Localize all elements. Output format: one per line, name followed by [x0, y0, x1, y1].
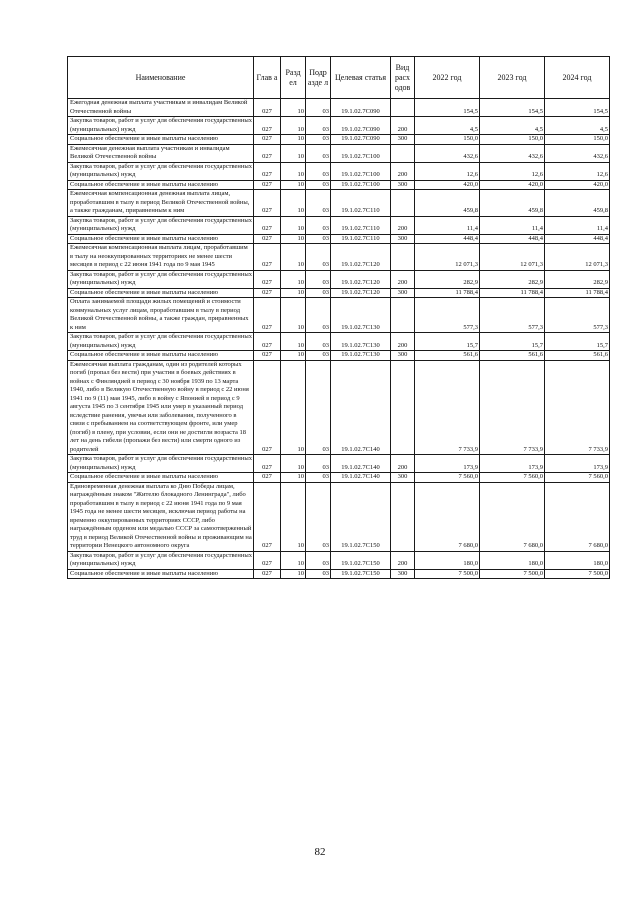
amount-2024-cell: 282,9 — [545, 270, 610, 288]
target-article-cell: 19.1.02.7С120 — [331, 244, 391, 271]
target-article-cell: 19.1.02.7С140 — [331, 473, 391, 483]
chapter-cell: 027 — [254, 455, 281, 473]
expense-type-cell: 300 — [391, 180, 415, 190]
table-row — [68, 288, 610, 298]
amount-2024-cell: 561,6 — [545, 351, 610, 361]
expense-type-cell: 200 — [391, 333, 415, 351]
row-name-cell: Ежемесячная выплата гражданам, один из родителей которых погиб (пропал без вести) при участии в боевых действиях в войнах с Финляндией в период с 30 ноября 1939 по 13 марта 1940, либо в Великую Отечественную войну в период с 22 июня 1941 по 9 (11) мая 1945, либо в войну с Японией в период с 9 августа 1945 по 3 сентября 1945 или умер в указанный период вследствие ранения, увечья или заболевания, полученного в связи с пребыванием на соответствующем фронте, или умер (погиб) в плену, при условии, если они не достигли возраста 18 лет на день гибели (пропажи без вести) или смерти одного из родителей — [68, 360, 254, 455]
chapter-cell: 027 — [254, 270, 281, 288]
target-article-cell: 19.1.02.7С150 — [331, 551, 391, 569]
row-name-cell: Социальное обеспечение и иные выплаты населению — [68, 234, 254, 244]
amount-2023-cell: 12 071,3 — [480, 244, 545, 271]
chapter-cell: 027 — [254, 351, 281, 361]
col-header-name: Наименование — [68, 57, 254, 99]
subsection-cell: 03 — [306, 333, 331, 351]
section-cell: 10 — [281, 244, 306, 271]
amount-2024-cell: 15,7 — [545, 333, 610, 351]
chapter-cell: 027 — [254, 135, 281, 145]
amount-2023-cell: 7 560,0 — [480, 473, 545, 483]
amount-2022-cell: 420,0 — [415, 180, 480, 190]
chapter-cell: 027 — [254, 117, 281, 135]
amount-2024-cell: 7 560,0 — [545, 473, 610, 483]
amount-2024-cell: 173,9 — [545, 455, 610, 473]
target-article-cell: 19.1.02.7С120 — [331, 270, 391, 288]
target-article-cell: 19.1.02.7С120 — [331, 288, 391, 298]
target-article-cell: 19.1.02.7С090 — [331, 135, 391, 145]
chapter-cell: 027 — [254, 551, 281, 569]
expense-type-cell: 200 — [391, 117, 415, 135]
row-name-cell: Социальное обеспечение и иные выплаты населению — [68, 180, 254, 190]
col-header-expense-type: Вид расх одов — [391, 57, 415, 99]
subsection-cell: 03 — [306, 162, 331, 180]
expense-type-cell: 200 — [391, 162, 415, 180]
subsection-cell: 03 — [306, 569, 331, 579]
target-article-cell: 19.1.02.7С130 — [331, 351, 391, 361]
subsection-cell: 03 — [306, 190, 331, 217]
expense-type-cell: 200 — [391, 270, 415, 288]
section-cell: 10 — [281, 482, 306, 551]
table-row — [68, 351, 610, 361]
table-row — [68, 482, 610, 551]
row-name-cell: Социальное обеспечение и иные выплаты населению — [68, 473, 254, 483]
section-cell: 10 — [281, 162, 306, 180]
row-name-cell: Закупка товаров, работ и услуг для обеспечения государственных (муниципальных) нужд — [68, 551, 254, 569]
table-body — [68, 99, 610, 579]
table-row — [68, 360, 610, 455]
table-row — [68, 455, 610, 473]
amount-2024-cell: 11,4 — [545, 216, 610, 234]
table-row — [68, 569, 610, 579]
amount-2024-cell: 7 680,0 — [545, 482, 610, 551]
table-row — [68, 333, 610, 351]
row-name-cell: Социальное обеспечение и иные выплаты населению — [68, 351, 254, 361]
col-header-2023: 2023 год — [480, 57, 545, 99]
amount-2023-cell: 7 733,9 — [480, 360, 545, 455]
budget-table — [67, 56, 610, 579]
subsection-cell: 03 — [306, 551, 331, 569]
amount-2022-cell: 180,0 — [415, 551, 480, 569]
row-name-cell: Социальное обеспечение и иные выплаты населению — [68, 288, 254, 298]
chapter-cell: 027 — [254, 180, 281, 190]
section-cell: 10 — [281, 270, 306, 288]
row-name-cell: Закупка товаров, работ и услуг для обеспечения государственных (муниципальных) нужд — [68, 455, 254, 473]
section-cell: 10 — [281, 333, 306, 351]
subsection-cell: 03 — [306, 298, 331, 333]
chapter-cell: 027 — [254, 190, 281, 217]
expense-type-cell: 300 — [391, 288, 415, 298]
section-cell: 10 — [281, 569, 306, 579]
expense-type-cell — [391, 360, 415, 455]
amount-2022-cell: 282,9 — [415, 270, 480, 288]
page-number: 82 — [314, 846, 326, 858]
chapter-cell: 027 — [254, 244, 281, 271]
amount-2022-cell: 12,6 — [415, 162, 480, 180]
chapter-cell: 027 — [254, 288, 281, 298]
section-cell: 10 — [281, 216, 306, 234]
amount-2022-cell: 4,5 — [415, 117, 480, 135]
target-article-cell: 19.1.02.7С100 — [331, 180, 391, 190]
table-row — [68, 234, 610, 244]
amount-2023-cell: 420,0 — [480, 180, 545, 190]
row-name-cell: Единовременная денежная выплата ко Дню Победы лицам, награждённым знаком "Жителю блокадного Ленинграда", либо проработавшим в тылу в период с 22 июня 1941 года по 9 мая 1945 года не менее шести месяцев, исключая период работы на временно оккупированных территориях СССР, либо награждённым орденом или медалью СССР за самоотверженный труд в период Великой Отечественной войны и проживающим на территории Ненецкого автономного округа — [68, 482, 254, 551]
amount-2023-cell: 150,0 — [480, 135, 545, 145]
expense-type-cell — [391, 482, 415, 551]
subsection-cell: 03 — [306, 244, 331, 271]
amount-2022-cell: 154,5 — [415, 99, 480, 117]
table-row — [68, 473, 610, 483]
amount-2023-cell: 7 500,0 — [480, 569, 545, 579]
col-header-target-article: Целевая статья — [331, 57, 391, 99]
chapter-cell: 027 — [254, 473, 281, 483]
amount-2022-cell: 459,8 — [415, 190, 480, 217]
target-article-cell: 19.1.02.7С150 — [331, 482, 391, 551]
table-row — [68, 99, 610, 117]
table-row — [68, 244, 610, 271]
chapter-cell: 027 — [254, 360, 281, 455]
section-cell: 10 — [281, 234, 306, 244]
amount-2024-cell: 154,5 — [545, 99, 610, 117]
target-article-cell: 19.1.02.7С110 — [331, 190, 391, 217]
table-row — [68, 190, 610, 217]
amount-2022-cell: 173,9 — [415, 455, 480, 473]
expense-type-cell — [391, 190, 415, 217]
amount-2024-cell: 432,6 — [545, 144, 610, 162]
amount-2022-cell: 11,4 — [415, 216, 480, 234]
amount-2024-cell: 150,0 — [545, 135, 610, 145]
amount-2022-cell: 577,3 — [415, 298, 480, 333]
section-cell: 10 — [281, 117, 306, 135]
expense-type-cell: 300 — [391, 473, 415, 483]
expense-type-cell — [391, 99, 415, 117]
amount-2024-cell: 420,0 — [545, 180, 610, 190]
amount-2023-cell: 432,6 — [480, 144, 545, 162]
amount-2024-cell: 459,8 — [545, 190, 610, 217]
col-header-2022: 2022 год — [415, 57, 480, 99]
subsection-cell: 03 — [306, 360, 331, 455]
expense-type-cell: 300 — [391, 351, 415, 361]
col-header-section: Разд ел — [281, 57, 306, 99]
section-cell: 10 — [281, 298, 306, 333]
amount-2022-cell: 150,0 — [415, 135, 480, 145]
amount-2023-cell: 7 680,0 — [480, 482, 545, 551]
chapter-cell: 027 — [254, 333, 281, 351]
amount-2022-cell: 11 788,4 — [415, 288, 480, 298]
subsection-cell: 03 — [306, 234, 331, 244]
chapter-cell: 027 — [254, 569, 281, 579]
amount-2024-cell: 11 788,4 — [545, 288, 610, 298]
target-article-cell: 19.1.02.7С090 — [331, 117, 391, 135]
chapter-cell: 027 — [254, 298, 281, 333]
amount-2023-cell: 15,7 — [480, 333, 545, 351]
amount-2022-cell: 432,6 — [415, 144, 480, 162]
row-name-cell: Ежемесячная денежная выплата участникам и инвалидам Великой Отечественной войны — [68, 144, 254, 162]
section-cell: 10 — [281, 135, 306, 145]
chapter-cell: 027 — [254, 144, 281, 162]
table-row — [68, 216, 610, 234]
section-cell: 10 — [281, 473, 306, 483]
amount-2023-cell: 11,4 — [480, 216, 545, 234]
amount-2024-cell: 7 733,9 — [545, 360, 610, 455]
row-name-cell: Закупка товаров, работ и услуг для обеспечения государственных (муниципальных) нужд — [68, 270, 254, 288]
table-row — [68, 135, 610, 145]
table-row — [68, 551, 610, 569]
subsection-cell: 03 — [306, 144, 331, 162]
header-row — [68, 57, 610, 99]
amount-2024-cell: 12 071,3 — [545, 244, 610, 271]
target-article-cell: 19.1.02.7С100 — [331, 144, 391, 162]
row-name-cell: Ежемесячная компенсационная выплата лицам, проработавшим в тылу на неоккупированных территориях не менее шести месяцев в период с 22 июня 1941 года по 9 мая 1945 — [68, 244, 254, 271]
section-cell: 10 — [281, 551, 306, 569]
target-article-cell: 19.1.02.7С090 — [331, 99, 391, 117]
subsection-cell: 03 — [306, 117, 331, 135]
table-row — [68, 162, 610, 180]
amount-2023-cell: 12,6 — [480, 162, 545, 180]
expense-type-cell: 200 — [391, 455, 415, 473]
target-article-cell: 19.1.02.7С100 — [331, 162, 391, 180]
subsection-cell: 03 — [306, 135, 331, 145]
target-article-cell: 19.1.02.7С110 — [331, 216, 391, 234]
amount-2022-cell: 561,6 — [415, 351, 480, 361]
amount-2023-cell: 577,3 — [480, 298, 545, 333]
amount-2024-cell: 180,0 — [545, 551, 610, 569]
table-header — [68, 57, 610, 99]
section-cell: 10 — [281, 144, 306, 162]
table-row — [68, 180, 610, 190]
row-name-cell: Закупка товаров, работ и услуг для обеспечения государственных (муниципальных) нужд — [68, 216, 254, 234]
section-cell: 10 — [281, 360, 306, 455]
section-cell: 10 — [281, 190, 306, 217]
amount-2022-cell: 7 500,0 — [415, 569, 480, 579]
amount-2023-cell: 11 788,4 — [480, 288, 545, 298]
target-article-cell: 19.1.02.7С110 — [331, 234, 391, 244]
expense-type-cell — [391, 144, 415, 162]
amount-2022-cell: 7 560,0 — [415, 473, 480, 483]
col-header-subsection: Подр азде л — [306, 57, 331, 99]
expense-type-cell — [391, 244, 415, 271]
subsection-cell: 03 — [306, 270, 331, 288]
amount-2022-cell: 7 733,9 — [415, 360, 480, 455]
target-article-cell: 19.1.02.7С150 — [331, 569, 391, 579]
col-header-chapter: Глав а — [254, 57, 281, 99]
expense-type-cell: 300 — [391, 135, 415, 145]
chapter-cell: 027 — [254, 216, 281, 234]
target-article-cell: 19.1.02.7С130 — [331, 333, 391, 351]
amount-2023-cell: 459,8 — [480, 190, 545, 217]
subsection-cell: 03 — [306, 455, 331, 473]
chapter-cell: 027 — [254, 234, 281, 244]
subsection-cell: 03 — [306, 216, 331, 234]
amount-2023-cell: 4,5 — [480, 117, 545, 135]
table-row — [68, 117, 610, 135]
amount-2024-cell: 7 500,0 — [545, 569, 610, 579]
expense-type-cell: 200 — [391, 216, 415, 234]
amount-2023-cell: 561,6 — [480, 351, 545, 361]
subsection-cell: 03 — [306, 180, 331, 190]
expense-type-cell: 300 — [391, 234, 415, 244]
row-name-cell: Закупка товаров, работ и услуг для обеспечения государственных (муниципальных) нужд — [68, 333, 254, 351]
row-name-cell: Закупка товаров, работ и услуг для обеспечения государственных (муниципальных) нужд — [68, 117, 254, 135]
chapter-cell: 027 — [254, 162, 281, 180]
amount-2022-cell: 15,7 — [415, 333, 480, 351]
amount-2023-cell: 180,0 — [480, 551, 545, 569]
col-header-2024: 2024 год — [545, 57, 610, 99]
section-cell: 10 — [281, 455, 306, 473]
amount-2023-cell: 282,9 — [480, 270, 545, 288]
section-cell: 10 — [281, 288, 306, 298]
amount-2022-cell: 12 071,3 — [415, 244, 480, 271]
table-row — [68, 298, 610, 333]
amount-2022-cell: 7 680,0 — [415, 482, 480, 551]
amount-2023-cell: 448,4 — [480, 234, 545, 244]
section-cell: 10 — [281, 180, 306, 190]
table-row — [68, 144, 610, 162]
section-cell: 10 — [281, 351, 306, 361]
chapter-cell: 027 — [254, 99, 281, 117]
expense-type-cell: 300 — [391, 569, 415, 579]
amount-2022-cell: 448,4 — [415, 234, 480, 244]
target-article-cell: 19.1.02.7С140 — [331, 360, 391, 455]
subsection-cell: 03 — [306, 482, 331, 551]
amount-2024-cell: 577,3 — [545, 298, 610, 333]
amount-2024-cell: 448,4 — [545, 234, 610, 244]
subsection-cell: 03 — [306, 351, 331, 361]
row-name-cell: Социальное обеспечение и иные выплаты населению — [68, 135, 254, 145]
target-article-cell: 19.1.02.7С130 — [331, 298, 391, 333]
expense-type-cell: 200 — [391, 551, 415, 569]
amount-2023-cell: 173,9 — [480, 455, 545, 473]
section-cell: 10 — [281, 99, 306, 117]
row-name-cell: Закупка товаров, работ и услуг для обеспечения государственных (муниципальных) нужд — [68, 162, 254, 180]
target-article-cell: 19.1.02.7С140 — [331, 455, 391, 473]
subsection-cell: 03 — [306, 288, 331, 298]
table-row — [68, 270, 610, 288]
expense-type-cell — [391, 298, 415, 333]
row-name-cell: Ежегодная денежная выплата участникам и инвалидам Великой Отечественной войны — [68, 99, 254, 117]
chapter-cell: 027 — [254, 482, 281, 551]
row-name-cell: Ежемесячная компенсационная денежная выплата лицам, проработавшим в тылу в период Великой Отечественной войны, а также гражданам, приравненным к ним — [68, 190, 254, 217]
row-name-cell: Оплата занимаемой площади жилых помещений и стоимости коммунальных услуг лицам, проработавшим в тылу в период Великой Отечественной войны, а также граждан, приравненных к ним — [68, 298, 254, 333]
amount-2024-cell: 4,5 — [545, 117, 610, 135]
amount-2024-cell: 12,6 — [545, 162, 610, 180]
subsection-cell: 03 — [306, 473, 331, 483]
row-name-cell: Социальное обеспечение и иные выплаты населению — [68, 569, 254, 579]
subsection-cell: 03 — [306, 99, 331, 117]
amount-2023-cell: 154,5 — [480, 99, 545, 117]
